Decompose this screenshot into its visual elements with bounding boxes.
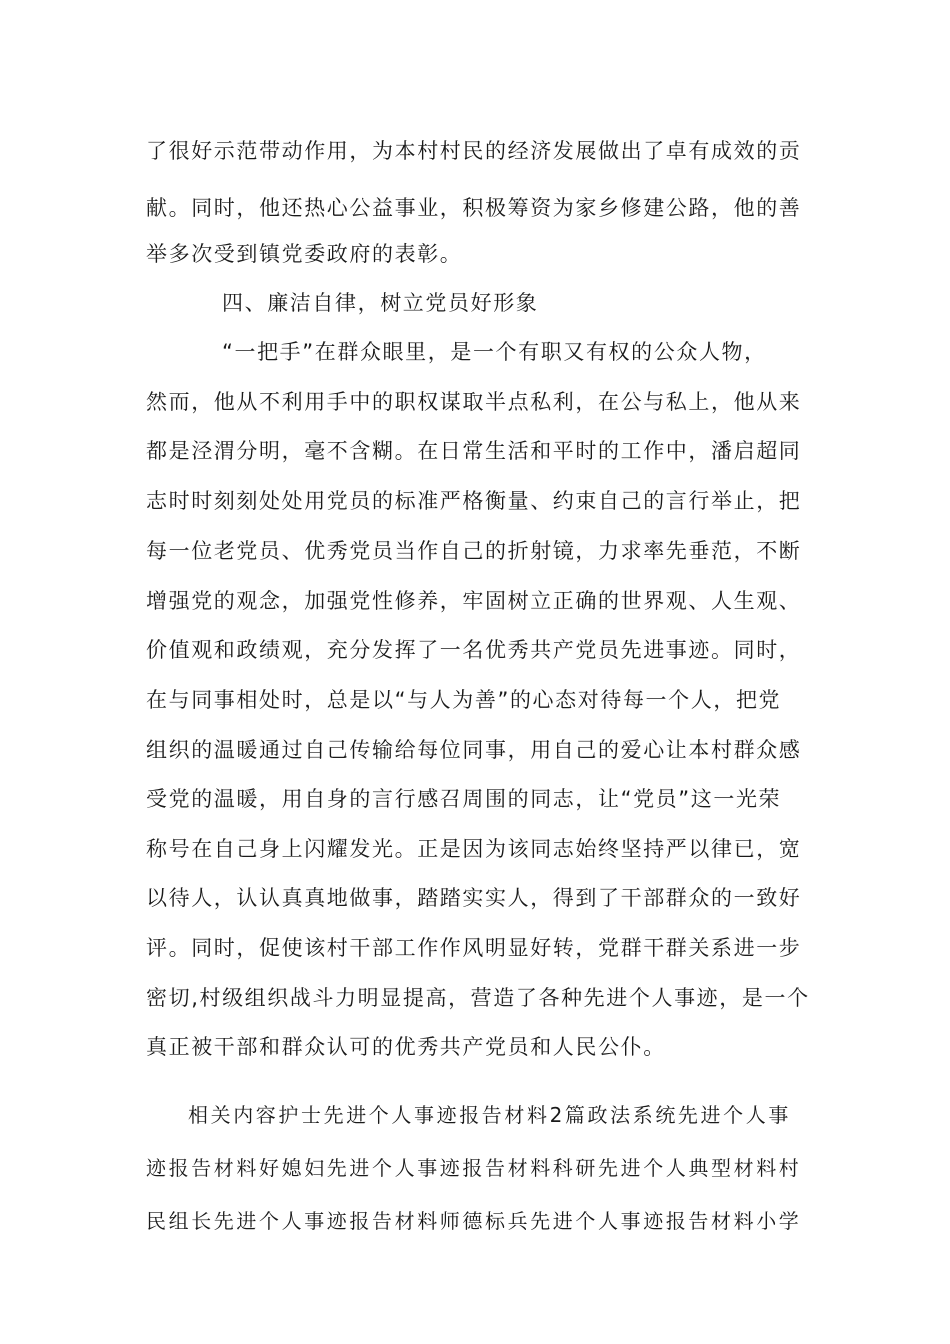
section-line-11: 称号在自己身上闪耀发光。正是因为该同志始终坚持严以律已，宽 (146, 837, 802, 861)
section-line-6: 增强党的观念，加强党性修养，牢固树立正确的世界观、人生观、 (146, 589, 802, 613)
related-line-2: 迹报告材料好媳妇先进个人事迹报告材料科研先进个人典型材料村 (146, 1156, 802, 1180)
section-line-13: 评。同时，促使该村干部工作作风明显好转，党群干群关系进一步 (146, 936, 802, 960)
section-line-4: 志时时刻刻处处用党员的标准严格衡量、约束自己的言行举止，把 (146, 489, 802, 513)
paragraph-continued-line-1: 了很好示范带动作用，为本村村民的经济发展做出了卓有成效的贡 (146, 139, 802, 163)
related-line-1: 相关内容护士先进个人事迹报告材料2篇政法系统先进个人事 (188, 1103, 791, 1127)
section-line-14: 密切,村级组织战斗力明显提高，营造了各种先进个人事迹，是一个 (146, 986, 810, 1010)
section-line-8: 在与同事相处时，总是以“与人为善”的心态对待每一个人，把党 (146, 688, 782, 712)
section-line-1: “一把手”在群众眼里，是一个有职又有权的公众人物， (222, 340, 767, 364)
section-line-7: 价值观和政绩观，充分发挥了一名优秀共产党员先进事迹。同时， (146, 638, 802, 662)
section-line-2: 然而，他从不利用手中的职权谋取半点私利，在公与私上，他从来 (146, 390, 802, 414)
paragraph-continued-line-2: 献。同时，他还热心公益事业，积极筹资为家乡修建公路，他的善 (146, 196, 802, 220)
section-line-9: 组织的温暖通过自己传输给每位同事，用自己的爱心让本村群众感 (146, 738, 802, 762)
section-line-12: 以待人，认认真真地做事，踏踏实实人，得到了干部群众的一致好 (146, 886, 802, 910)
section-heading: 四、廉洁自律，树立党员好形象 (222, 291, 539, 315)
paragraph-continued-line-3: 举多次受到镇党委政府的表彰。 (146, 242, 463, 266)
section-line-3: 都是泾渭分明，毫不含糊。在日常生活和平时的工作中，潘启超同 (146, 439, 802, 463)
related-line-3: 民组长先进个人事迹报告材料师德标兵先进个人事迹报告材料小学 (146, 1209, 802, 1233)
section-line-15: 真正被干部和群众认可的优秀共产党员和人民公仆。 (146, 1035, 666, 1059)
section-line-5: 每一位老党员、优秀党员当作自己的折射镜，力求率先垂范，不断 (146, 539, 802, 563)
section-line-10: 受党的温暖，用自身的言行感召周围的同志，让“党员”这一光荣 (146, 787, 782, 811)
